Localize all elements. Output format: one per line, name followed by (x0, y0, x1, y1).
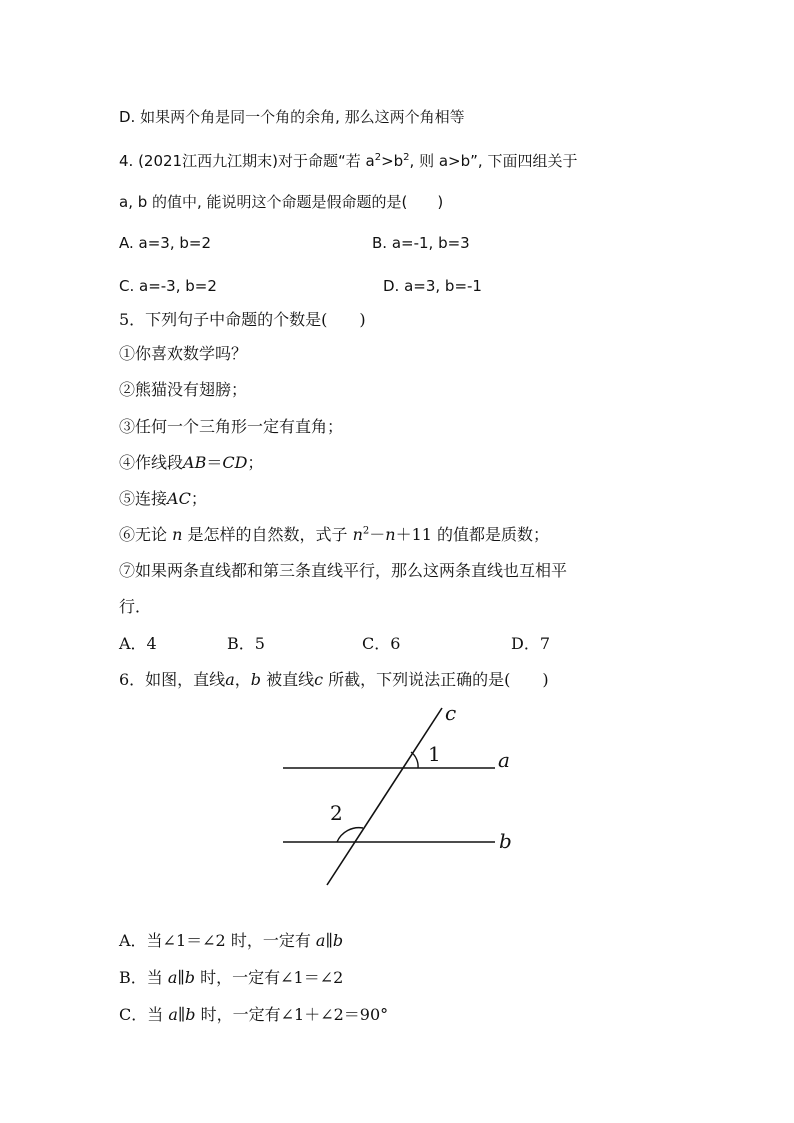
q6-option-c-var: b (185, 1005, 196, 1024)
q5-item-6-text: 是怎样的自然数，式子 (182, 525, 353, 544)
q4-stem-part: , 则 a>b”, 下面四组关于 (409, 152, 578, 170)
label-b: b (499, 829, 512, 853)
q6-option-c-text: C．当 (119, 1005, 169, 1024)
q5-option-c: C．6 (362, 634, 401, 653)
q6-stem-text: 6．如图，直线 (119, 670, 226, 689)
q6-option-b-var: b (184, 968, 196, 987)
angle-2-label: 2 (330, 801, 343, 825)
q6-stem-text: 被直线 (261, 670, 315, 689)
q4-option-b: B. a=-1, b=3 (372, 234, 470, 252)
q4-option-a: A. a=3, b=2 (119, 234, 212, 252)
q5-item-5-text: ； (190, 489, 207, 508)
q4-stem-part: >b (381, 152, 404, 170)
q6-stem-text: ， (234, 670, 251, 689)
q5-item-6 (119, 524, 549, 546)
q4-stem-line1 (119, 150, 577, 172)
q5-item-4-text: ； (247, 453, 264, 472)
q5-item-4-var: AB (183, 453, 207, 472)
q6-option-b-text: B．当 (119, 968, 168, 987)
q6-option-a-var: b (332, 931, 344, 950)
q6-option-b-var: a (167, 968, 178, 987)
q6-stem-text: 所截，下列说法正确的是( ) (323, 670, 549, 689)
q5-item-6-text: － (369, 525, 386, 544)
q5-item-5-var: AC (167, 489, 191, 508)
q6-option-c-text: 时，一定有∠1＋∠2＝90° (195, 1005, 389, 1024)
q6-option-c (119, 1004, 388, 1026)
q6-option-b-text: 时，一定有∠1＝∠2 (195, 968, 344, 987)
label-c: c (445, 701, 457, 725)
q5-item-4-var: CD (222, 453, 248, 472)
q5-item-7-line1: ⑦如果两条直线都和第三条直线平行，那么这两条直线也互相平 (119, 561, 568, 580)
q5-item-3: ③任何一个三角形一定有直角； (119, 417, 344, 436)
q6-option-b (119, 967, 343, 989)
q5-item-1: ①你喜欢数学吗？ (119, 344, 248, 363)
q5-item-6-text: ＋11 的值都是质数； (395, 525, 550, 544)
q4-option-c: C. a=-3, b=2 (119, 277, 217, 295)
q5-option-b: B．5 (227, 634, 265, 653)
q5-item-6-text: ⑥无论 (119, 525, 173, 544)
q4-stem-part: 4. (2021江西九江期末)对于命题“若 a (119, 152, 375, 170)
q4-option-d: D. a=3, b=-1 (383, 277, 482, 295)
q6-stem-var: b (250, 670, 261, 689)
q5-option-d: D．7 (511, 634, 551, 653)
q5-item-6-var: n (385, 525, 396, 544)
q4-superscript: 2 (403, 152, 410, 163)
q5-item-6-sup: 2 (362, 525, 370, 537)
q5-option-a: A．4 (119, 634, 157, 653)
label-a: a (498, 748, 510, 772)
q5-item-4 (119, 452, 263, 474)
q3-option-d: D. 如果两个角是同一个角的余角, 那么这两个角相等 (119, 108, 465, 126)
q5-item-4-text: ＝ (206, 453, 223, 472)
transversal-figure (270, 700, 540, 895)
q5-item-6-var: n (352, 525, 363, 544)
q5-item-2: ②熊猫没有翅膀； (119, 380, 248, 399)
q5-item-7-line2: 行． (119, 597, 152, 616)
q6-option-a-var: a (315, 931, 326, 950)
q6-option-c-var: a (168, 1005, 178, 1024)
q4-stem-line2: a, b 的值中, 能说明这个命题是假命题的是( ) (119, 193, 444, 211)
q5-stem: 5．下列句子中命题的个数是( ) (119, 310, 366, 329)
q5-item-4-text: ④作线段 (119, 453, 184, 472)
q5-item-5 (119, 488, 207, 510)
q6-option-a (119, 930, 343, 952)
q6-option-b-symbol: ∥ (177, 968, 185, 987)
q6-option-a-symbol: ∥ (325, 931, 333, 950)
q6-stem (119, 669, 549, 691)
q6-option-a-text: A．当∠1＝∠2 时，一定有 (119, 931, 316, 950)
angle-1-label: 1 (428, 742, 441, 766)
line-c (327, 708, 442, 885)
q6-option-c-symbol: ∥ (177, 1005, 186, 1024)
q5-item-5-text: ⑤连接 (119, 489, 168, 508)
q6-stem-var: a (225, 670, 235, 689)
q6-stem-var: c (314, 670, 324, 689)
q5-item-6-var: n (172, 525, 183, 544)
q4-superscript: 2 (374, 152, 382, 163)
